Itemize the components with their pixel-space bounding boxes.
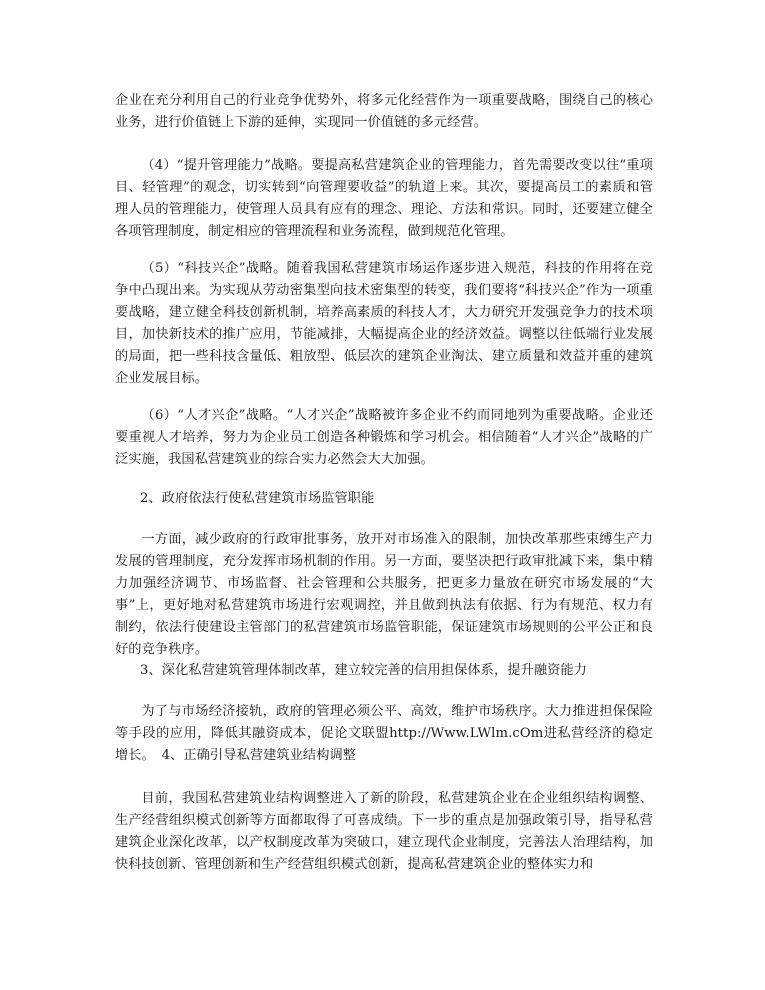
paragraph-structure-adjustment: 目前，我国私营建筑业结构调整进入了新的阶段，私营建筑企业在企业组织结构调整、生产经营组织模式创新等方面都取得了可喜成绩。下一步的重点是加强政策引导，指导私营建筑企业深化改革，以产权制度改革为突破口，建立现代企业制度，完善法人治理结构，加快科技创新、管理创新和生产经营组织模式创新，提高私营建筑企业的整体实力和 [115, 791, 653, 872]
paragraph-management-strategy: （4）“提升管理能力”战略。要提高私营建筑企业的管理能力，首先需要改变以往“重项目、轻管理”的观念，切实转到“向管理要收益”的轨道上来。其次，要提高员工的素质和管理人员的管理能力，使管理人员具有应有的理念、理论、方法和常识。同时，还要建立健全各项管理制度，制定相应的管理流程和业务流程，做到规范化管理。 [115, 158, 653, 239]
credit-guarantee-text: 为了与市场经济接轨，政府的管理必须公平、高效，维护市场秩序。大力推进担保保险等手段的应用，降低其融资成本，促论文联盟http://Www.LWlm.cOm进私营经济的稳定增长。 [115, 704, 653, 763]
section-heading-4: 4、正确引导私营建筑业结构调整 [161, 748, 357, 763]
section-heading-2: 2、政府依法行使私营建筑市场监管职能 [140, 491, 375, 506]
section-heading-3: 3、深化私营建筑管理体制改革，建立较完善的信用担保体系，提升融资能力 [140, 663, 587, 678]
paragraph-talent-strategy: （6）“人才兴企”战略。“人才兴企”战略被许多企业不约而同地列为重要战略。企业还要重视人才培养，努力为企业员工创造各种锻炼和学习机会。相信随着“人才兴企”战略的广泛实施，我国私营建筑业的综合实力必然会大大加强。 [115, 408, 653, 467]
paragraph-technology-strategy: （5）“科技兴企”战略。随着我国私营建筑市场运作逐步进入规范，科技的作用将在竞争中凸现出来。为实现从劳动密集型向技术密集型的转变，我们要将“科技兴企”作为一项重要战略，建立健全科技创新机制，培养高素质的科技人才，大力研究开发强竞争力的技术项目，加快新技术的推广应用，节能减排，大幅提高企业的经济效益。调整以往低端行业发展的局面，把一些科技含量低、粗放型、低层次的建筑企业淘汰、建立质量和效益并重的建筑企业发展目标。 [115, 261, 653, 386]
paragraph-government-supervision: 一方面，减少政府的行政审批事务，放开对市场准入的限制，加快改革那些束缚生产力发展的管理制度，充分发挥市场机制的作用。另一方面，要坚决把行政审批减下来，集中精力加强经济调节、市场监督、社会管理和公共服务，把更多力量放在研究市场发展的“大事”上，更好地对私营建筑市场进行宏观调控，并且做到执法有依据、行为有规范、权力有制约，依法行使建设主管部门的私营建筑市场监管职能，保证建筑市场规则的公平公正和良好的竞争秩序。 [115, 532, 653, 657]
paragraph-diversification-continued: 企业在充分利用自己的行业竞争优势外，将多元化经营作为一项重要战略，围绕自己的核心业务，进行价值链上下游的延伸，实现同一价值链的多元经营。 [115, 93, 653, 130]
paragraph-credit-guarantee [115, 701, 653, 767]
